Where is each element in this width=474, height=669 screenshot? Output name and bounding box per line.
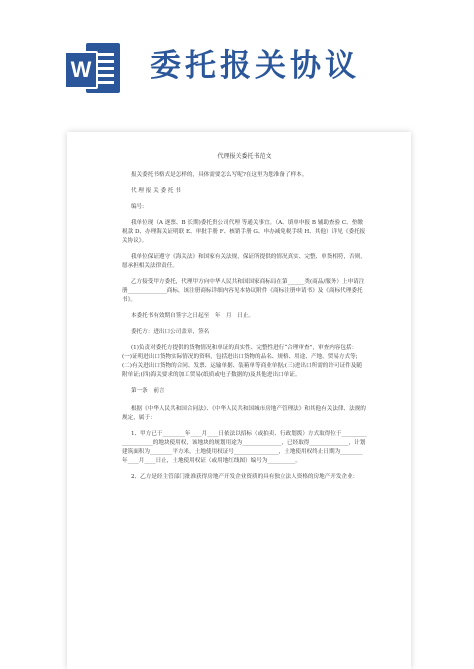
paragraph-intro: 报关委托书格式是怎样的，具体需要怎么写呢?在这里为您准备了样本。	[130, 172, 308, 178]
paragraph-number: 编号:	[130, 204, 145, 210]
paragraph-validity: 本委托书有效期自签字之日起至 年 月 日止。	[130, 313, 255, 319]
paragraph-article-one: 第一条 前言	[130, 388, 165, 394]
word-letter-badge: W	[64, 51, 98, 89]
paragraph-entrust-scope: 我单位现（A 逐票、B 长期)委托贵公司代理 等通关事宜。（A、填单申报 B 辅助查验 C、垫缴税款 D、办理海关证明联 E、审批手册 F、核销手册 G、申办减免税手续 H、其他）详见《委托报关协议》。	[122, 220, 366, 244]
paragraph-review-duties: (1)负责对委托方提供的货物情况和单证的真实性、完整性进行“合理审查”，审查内容包括：(一)证明进出口货物实际情况的资料，包括进出口货物的品名、规格、用途、产地、贸易方式等;(二)有关进出口货物的合同、发票、运输单据、装箱单等商业单据;(三)进出口所需的许可证件及随附单证;(四)海关要求的加工贸易(纸质或电子数据的)及其他进出口单证。	[122, 345, 362, 378]
paragraph-guarantee: 我单位保证遵守《海关法》和国家有关法规，保证所提供的情况真实、完整、单货相符，否则，愿承担相关法律责任。	[122, 254, 366, 269]
paragraph-party-a: 1、甲方已于________年____月____日依法以招标（或拍卖、行政划拨）方式取得位于____________________的地块使用权，该地块的规划用途为______________，已经取得______________，计划建筑面积为________平方米，土地使用权证号________________，土地使用权终止日期为________年____月____日止，土地使用权证（或用地红线图）编号为__________。	[122, 431, 367, 464]
page-title: 代理报关委托书范文	[217, 153, 272, 160]
word-document-icon	[64, 39, 124, 97]
document-heading: 委托报关协议	[150, 48, 360, 84]
paragraph-letter-title: 代 理 报 关 委 托 书	[130, 188, 181, 194]
paragraph-legal-basis: 根据《中华人民共和国合同法》、《中华人民共和国城市房地产管理法》和其他有关法律、法规的规定，属于：	[122, 406, 366, 421]
paragraph-party-b: 2、乙方是经主管部门批准获得房地产开发企业资质的具有独立法人资格的房地产开发企业：	[130, 474, 359, 480]
paragraph-trademark: 乙方接受甲方委托，代理甲方向中华人民共和国国家商标局在第______类(商品/服务）上申请注册______________商标，该注册商标详细内容见本协议附件《商标注册申请书》及《商标代理委托书》。	[122, 279, 365, 303]
paragraph-entrusting-party: 委托方：进出口公司盖章，签名	[130, 329, 210, 335]
document-page	[67, 132, 411, 669]
header-banner	[0, 0, 474, 118]
document-body	[122, 152, 367, 489]
